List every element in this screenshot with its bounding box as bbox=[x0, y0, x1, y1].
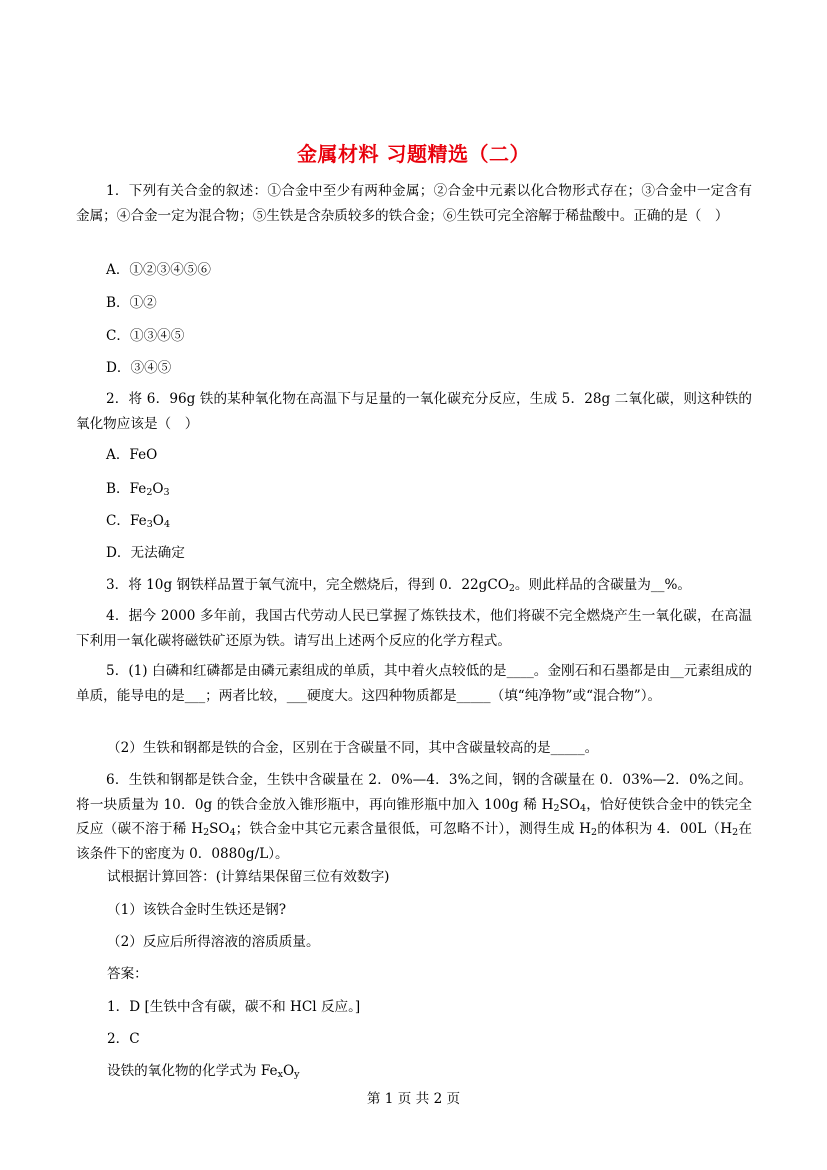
question-1-option-d: D．③④⑤ bbox=[106, 360, 172, 376]
question-1-option-c: C．①③④⑤ bbox=[106, 328, 185, 344]
answer-2-working: 设铁的氧化物的化学式为 $Fe_xO_y$ bbox=[107, 1063, 300, 1080]
document-title: 金属材料 习题精选（二） bbox=[297, 142, 530, 166]
question-2-option-c: C．$Fe_3O_4$ bbox=[106, 513, 170, 530]
question-1-option-b: B．①② bbox=[106, 295, 157, 311]
page-footer: 第 1 页 共 2 页 bbox=[366, 1091, 461, 1107]
answer-2: 2．C bbox=[107, 1031, 140, 1047]
answers-heading: 答案： bbox=[107, 966, 148, 982]
question-5-part-2: （2）生铁和钢都是铁的合金，区别在于含碳量不同，其中含碳量较高的是_____。 bbox=[107, 740, 599, 756]
question-1-stem: 1．下列有关合金的叙述：①合金中至少有两种金属；②合金中元素以化合物形式存在；③合金中一定含有金属；④合金一定为混合物；⑤生铁是含杂质较多的铁合金；⑥生铁可完全溶解于稀盐酸中。正确的是（ ） bbox=[76, 183, 752, 224]
question-1-option-a: A．①②③④⑤⑥ bbox=[106, 262, 211, 278]
question-2-option-d: D．无法确定 bbox=[106, 545, 185, 561]
question-6-sub-1: （1）该铁合金时生铁还是钢? bbox=[107, 902, 287, 918]
question-4: 4．据今 2000 多年前，我国古代劳动人民已掌握了炼铁技术，他们将碳不完全燃烧产生一氧化碳，在高温下利用一氧化碳将磁铁矿还原为铁。请写出上述两个反应的化学方程式。 bbox=[76, 608, 752, 649]
question-2-option-b: B．$Fe_2O_3$ bbox=[106, 481, 170, 498]
question-6-intro: 试根据计算回答：(计算结果保留三位有效数字) bbox=[107, 869, 390, 885]
question-6-sub-2: （2）反应后所得溶液的溶质质量。 bbox=[107, 934, 320, 950]
question-6-stem: 6．生铁和钢都是铁合金，生铁中含碳量在 2．0%—4．3%之间，钢的含碳量在 0．03%—2．0%之间。将一块质量为 10．0g 的铁合金放入锥形瓶中，再向锥形瓶中加入 100g 稀 $H_2SO_4$，恰好使铁合金中的铁完全反应（碳不溶于稀 $H_2SO_4$；铁合金中其它元素含量很低，可忽略不计），测得生成 $H_2$的体积为 4．$00L(H_2$在该条件下的密度为 0．0880g/L）。 bbox=[76, 772, 753, 862]
question-2-option-a: A．FeO bbox=[106, 447, 158, 463]
question-5-part-1: 5．(1) 白磷和红磷都是由磷元素组成的单质，其中着火点较低的是____。金刚石和石墨都是由__元素组成的单质，能导电的是___；两者比较，___硬度大。这四种物质都是_____（填“纯净物”或“混合物”）。 bbox=[76, 663, 752, 704]
question-3: 3．将 10g 钢铁样品置于氧气流中，完全燃烧后，得到 0．22gCO$_2$。则此样品的含碳量为__%。 bbox=[106, 577, 691, 594]
answer-1: 1．D [生铁中含有碳，碳不和 HCl 反应。] bbox=[107, 999, 361, 1015]
question-2-stem: 2．将 6．96g 铁的某种氧化物在高温下与足量的一氧化碳充分反应，生成 5．28g 二氧化碳，则这种铁的氧化物应该是（ ） bbox=[76, 391, 752, 432]
